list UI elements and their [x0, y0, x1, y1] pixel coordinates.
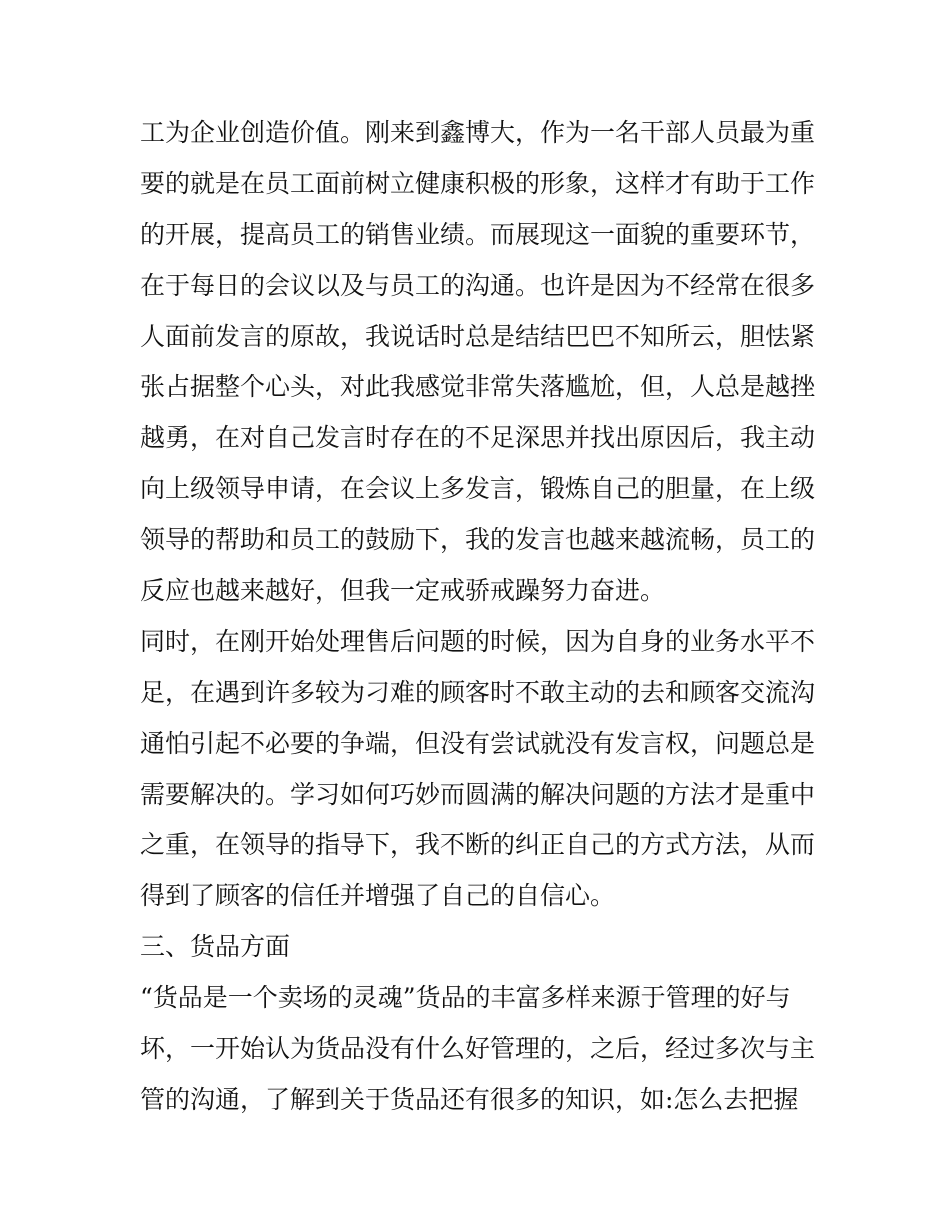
text-line: 足，在遇到许多较为刁难的顾客时不敢主动的去和顾客交流沟: [140, 677, 816, 707]
text-line: 要的就是在员工面前树立健康积极的形象，这样才有助于工作: [140, 168, 816, 198]
section-heading: 三、货品方面: [140, 932, 291, 962]
text-line: 人面前发言的原故，我说话时总是结结巴巴不知所云，胆怯紧: [140, 321, 816, 351]
text-line: 在于每日的会议以及与员工的沟通。也许是因为不经常在很多: [140, 270, 816, 300]
text-line: 反应也越来越好，但我一定戒骄戒躁努力奋进。: [140, 576, 666, 606]
text-line: 通怕引起不必要的争端，但没有尝试就没有发言权，问题总是: [140, 728, 816, 758]
text-line: 向上级领导申请，在会议上多发言，锻炼自己的胆量，在上级: [140, 474, 816, 504]
text-line: 得到了顾客的信任并增强了自己的自信心。: [140, 881, 616, 911]
text-line: 张占据整个心头，对此我感觉非常失落尴尬，但，人总是越挫: [140, 372, 816, 402]
text-line: 坏，一开始认为货品没有什么好管理的，之后，经过多次与主: [140, 1034, 816, 1064]
text-line: 同时，在刚开始处理售后问题的时候，因为自身的业务水平不: [140, 626, 816, 656]
text-line: “货品是一个卖场的灵魂”货品的丰富多样来源于管理的好与: [140, 983, 791, 1013]
text-line: 领导的帮助和员工的鼓励下，我的发言也越来越流畅，员工的: [140, 525, 816, 555]
text-line: 需要解决的。学习如何巧妙而圆满的解决问题的方法才是重中: [140, 779, 816, 809]
document-body: [140, 108, 820, 1126]
text-line: 工为企业创造价值。刚来到鑫博大，作为一名干部人员最为重: [140, 118, 816, 147]
text-line: 越勇，在对自己发言时存在的不足深思并找出原因后，我主动: [140, 423, 816, 453]
text-line: 的开展，提高员工的销售业绩。而展现这一面貌的重要环节，: [140, 219, 816, 249]
text-line: 之重，在领导的指导下，我不断的纠正自己的方式方法，从而: [140, 830, 816, 860]
text-line: 管的沟通，了解到关于货品还有很多的知识，如:怎么去把握: [140, 1084, 799, 1114]
